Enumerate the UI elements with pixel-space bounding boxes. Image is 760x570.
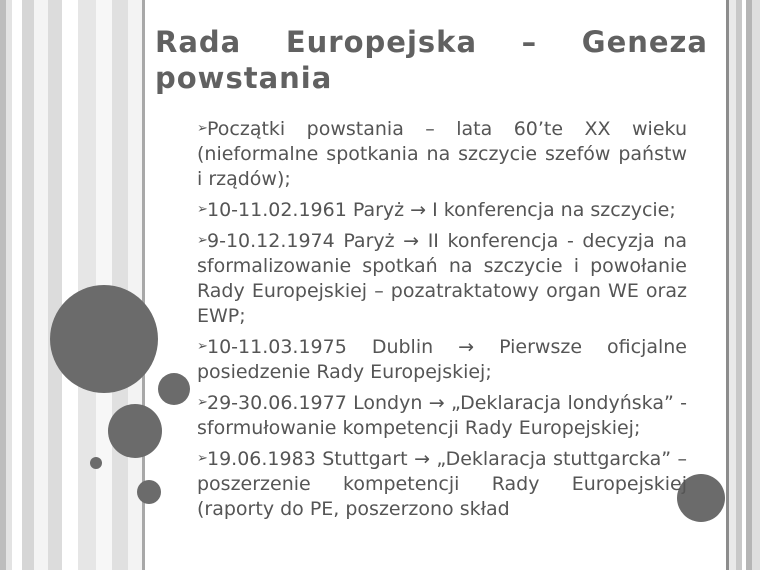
list-item-text: 19.06.1983 Stuttgart → „Deklaracja stuttgarcka” – poszerzenie kompetencji Rady Europejskiej (raporty do PE, poszerzono skład xyxy=(197,448,687,520)
arrow-bullet-icon: ➢ xyxy=(197,202,208,217)
slide-title: Rada Europejska – Geneza powstania xyxy=(155,25,708,95)
list-item xyxy=(197,228,687,329)
list-item-text: 9-10.12.1974 Paryż → II konferencja - decyzja na sformalizowanie spotkań na szczycie i powołanie Rady Europejskiej – pozatraktatowy organ WE oraz EWP; xyxy=(197,230,687,327)
arrow-bullet-icon: ➢ xyxy=(197,233,208,248)
arrow-bullet-icon: ➢ xyxy=(197,339,208,354)
decorative-circle-medium xyxy=(108,404,162,458)
list-item xyxy=(197,334,687,385)
arrow-bullet-icon: ➢ xyxy=(197,121,208,136)
decorative-stripes-right xyxy=(726,0,760,570)
list-item xyxy=(197,446,687,522)
bullet-list xyxy=(197,116,687,527)
list-item-text: 29-30.06.1977 Londyn → „Deklaracja londyńska” - sformułowanie kompetencji Rady Europejskiej; xyxy=(197,392,687,439)
decorative-circle-large xyxy=(50,285,158,393)
list-item-text: 10-11.02.1961 Paryż → I konferencja na szczycie; xyxy=(207,199,676,221)
list-item xyxy=(197,390,687,441)
decorative-stripes-left xyxy=(0,0,150,570)
arrow-bullet-icon: ➢ xyxy=(197,395,208,410)
arrow-bullet-icon: ➢ xyxy=(197,451,208,466)
decorative-circle-tiny xyxy=(90,457,102,469)
decorative-circle-small xyxy=(158,373,190,405)
list-item xyxy=(197,116,687,192)
list-item xyxy=(197,197,687,223)
decorative-circle-small xyxy=(137,480,161,504)
list-item-text: Początki powstania – lata 60’te XX wieku (nieformalne spotkania na szczycie szefów państw i rządów); xyxy=(197,118,687,190)
list-item-text: 10-11.03.1975 Dublin → Pierwsze oficjalne posiedzenie Rady Europejskiej; xyxy=(197,336,687,383)
